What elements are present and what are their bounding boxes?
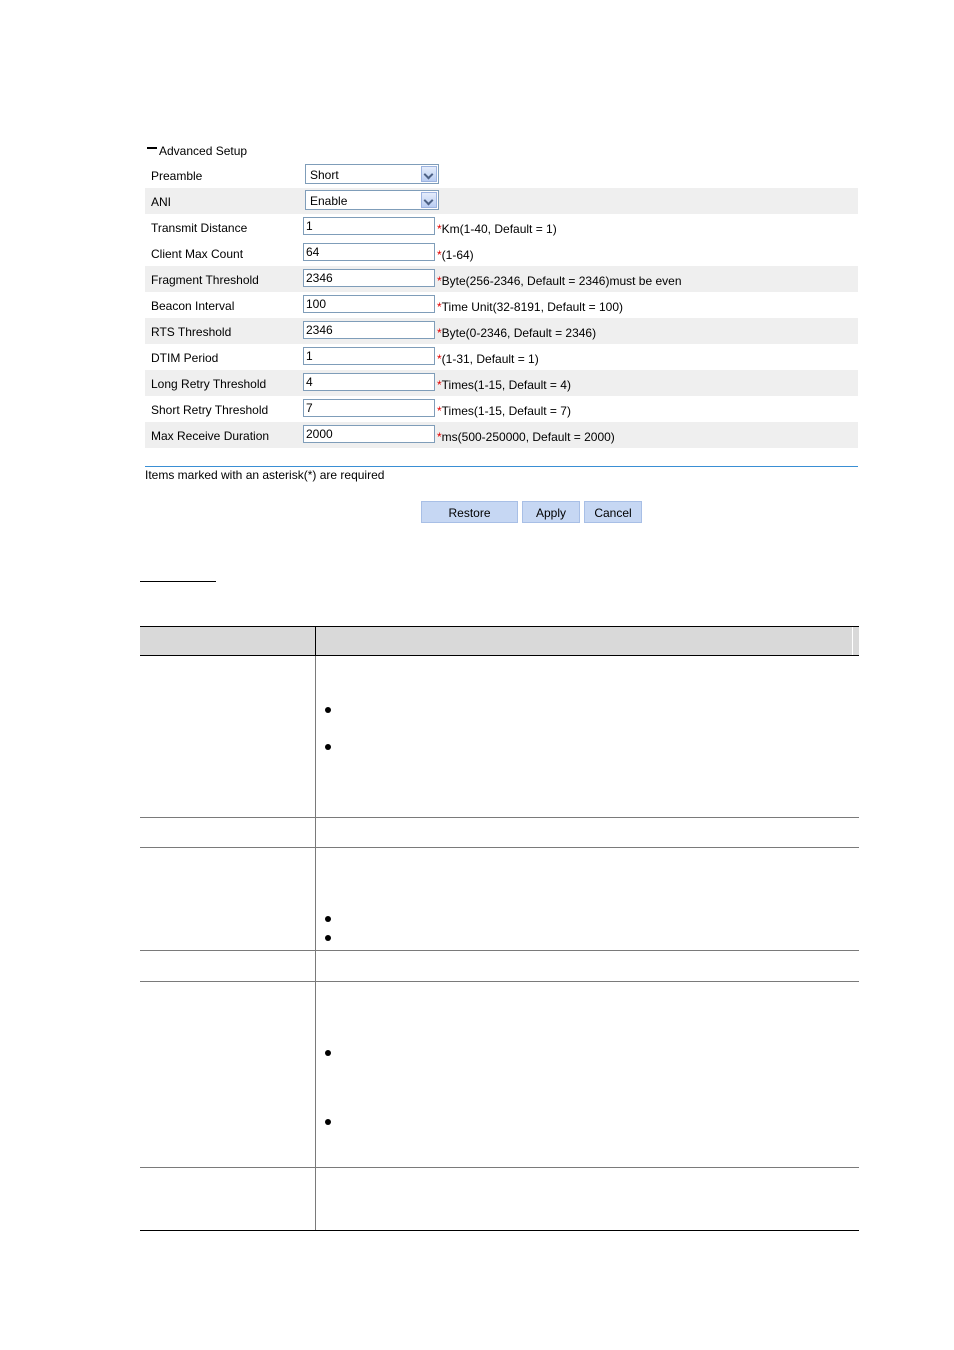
panel-divider xyxy=(145,466,858,467)
preamble-label: Preamble xyxy=(151,169,203,183)
preamble-select-value: Short xyxy=(310,168,339,182)
beacon-interval-label: Beacon Interval xyxy=(151,299,235,313)
advanced-setup-header[interactable] xyxy=(145,140,858,162)
dtim-period-input[interactable] xyxy=(303,347,435,365)
advanced-setup-panel xyxy=(145,140,858,448)
column-divider xyxy=(315,627,316,655)
restore-button[interactable]: Restore xyxy=(421,501,518,523)
column-divider xyxy=(315,818,316,847)
row-preamble xyxy=(145,162,858,188)
fragment-threshold-input[interactable] xyxy=(303,269,435,287)
caption-underline xyxy=(140,581,216,582)
transmit-distance-label: Transmit Distance xyxy=(151,221,248,235)
required-asterisk: * xyxy=(437,404,442,418)
panel-title: Advanced Setup xyxy=(159,144,248,158)
row-dtim-period xyxy=(145,344,858,370)
short-retry-threshold-label: Short Retry Threshold xyxy=(151,403,269,417)
hint-text: Time Unit(32-8191, Default = 100) xyxy=(441,300,623,314)
table-row xyxy=(140,1168,859,1231)
rts-threshold-label: RTS Threshold xyxy=(151,325,232,339)
max-receive-duration-hint xyxy=(437,430,615,444)
required-asterisk: * xyxy=(437,274,442,288)
cancel-button[interactable]: Cancel xyxy=(584,501,642,523)
hint-text: ms(500-250000, Default = 2000) xyxy=(441,430,615,444)
preamble-select[interactable] xyxy=(305,164,439,184)
hint-text: Km(1-40, Default = 1) xyxy=(441,222,557,236)
hint-text: Times(1-15, Default = 7) xyxy=(441,404,571,418)
description-table xyxy=(140,626,859,1231)
table-row xyxy=(140,656,859,818)
table-row xyxy=(140,982,859,1168)
column-divider xyxy=(315,848,316,950)
header-edge xyxy=(852,627,853,655)
bullet-icon xyxy=(325,916,331,922)
short-retry-threshold-hint xyxy=(437,404,571,418)
row-fragment-threshold xyxy=(145,266,858,292)
hint-text: (1-31, Default = 1) xyxy=(441,352,539,366)
row-long-retry-threshold xyxy=(145,370,858,396)
chevron-down-icon[interactable] xyxy=(421,166,437,182)
table-row xyxy=(140,848,859,951)
ani-label: ANI xyxy=(151,195,172,209)
required-asterisk: * xyxy=(437,222,442,236)
long-retry-threshold-label: Long Retry Threshold xyxy=(151,377,267,391)
client-max-count-label: Client Max Count xyxy=(151,247,244,261)
bullet-icon xyxy=(325,935,331,941)
column-divider xyxy=(315,656,316,817)
transmit-distance-input[interactable] xyxy=(303,217,435,235)
transmit-distance-hint xyxy=(437,222,557,236)
bullet-icon xyxy=(325,707,331,713)
dtim-period-hint xyxy=(437,352,539,366)
short-retry-threshold-input[interactable] xyxy=(303,399,435,417)
bullet-icon xyxy=(325,744,331,750)
row-beacon-interval xyxy=(145,292,858,318)
max-receive-duration-input[interactable] xyxy=(303,425,435,443)
hint-text: Byte(256-2346, Default = 2346)must be even xyxy=(441,274,682,288)
row-rts-threshold xyxy=(145,318,858,344)
table-row xyxy=(140,951,859,982)
required-asterisk: * xyxy=(437,430,442,444)
beacon-interval-hint xyxy=(437,300,623,314)
chevron-down-icon[interactable] xyxy=(421,192,437,208)
long-retry-threshold-input[interactable] xyxy=(303,373,435,391)
required-asterisk: * xyxy=(437,378,442,392)
rts-threshold-input[interactable] xyxy=(303,321,435,339)
table-header xyxy=(140,626,859,656)
hint-text: (1-64) xyxy=(441,248,474,262)
row-client-max-count xyxy=(145,240,858,266)
row-ani xyxy=(145,188,858,214)
column-divider xyxy=(315,1168,316,1230)
row-max-receive-duration xyxy=(145,422,858,448)
required-note: Items marked with an asterisk(*) are required xyxy=(145,468,385,482)
row-transmit-distance xyxy=(145,214,858,240)
required-asterisk: * xyxy=(437,352,442,366)
column-divider xyxy=(315,951,316,981)
bullet-icon xyxy=(325,1119,331,1125)
collapse-icon[interactable] xyxy=(147,147,157,149)
apply-button[interactable]: Apply xyxy=(522,501,580,523)
bullet-icon xyxy=(325,1050,331,1056)
client-max-count-hint xyxy=(437,248,474,262)
beacon-interval-input[interactable] xyxy=(303,295,435,313)
required-asterisk: * xyxy=(437,326,442,340)
hint-text: Times(1-15, Default = 4) xyxy=(441,378,571,392)
table-row xyxy=(140,818,859,848)
column-divider xyxy=(315,982,316,1167)
rts-threshold-hint xyxy=(437,326,596,340)
hint-text: Byte(0-2346, Default = 2346) xyxy=(441,326,597,340)
fragment-threshold-label: Fragment Threshold xyxy=(151,273,259,287)
required-asterisk: * xyxy=(437,248,442,262)
ani-select[interactable] xyxy=(305,190,439,210)
ani-select-value: Enable xyxy=(310,194,348,208)
fragment-threshold-hint xyxy=(437,274,682,288)
client-max-count-input[interactable] xyxy=(303,243,435,261)
dtim-period-label: DTIM Period xyxy=(151,351,219,365)
required-asterisk: * xyxy=(437,300,442,314)
row-short-retry-threshold xyxy=(145,396,858,422)
long-retry-threshold-hint xyxy=(437,378,571,392)
max-receive-duration-label: Max Receive Duration xyxy=(151,429,270,443)
